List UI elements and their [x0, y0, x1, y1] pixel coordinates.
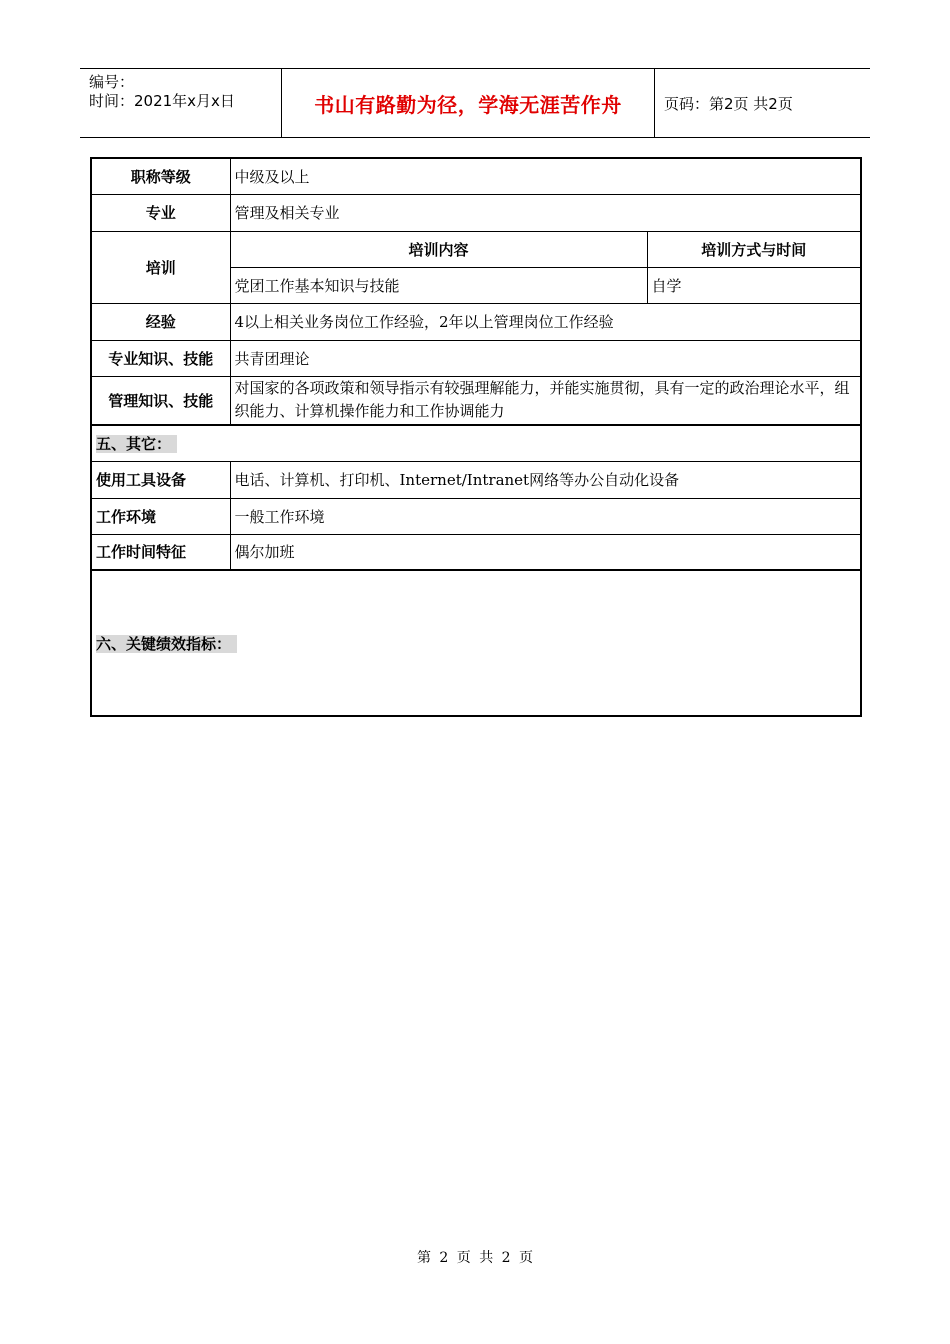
row-experience [91, 303, 861, 340]
title-level-label: 职称等级 [91, 158, 230, 194]
training-content: 党团工作基本知识与技能 [230, 267, 647, 303]
section-5-cell [91, 425, 861, 461]
training-method-header: 培训方式与时间 [647, 231, 861, 267]
motto-text: 书山有路勤为径，学海无涯苦作舟 [314, 92, 622, 117]
header-page-cell [655, 69, 870, 137]
row-major [91, 194, 861, 231]
training-content-header: 培训内容 [230, 231, 647, 267]
training-label: 培训 [91, 231, 230, 303]
page-header [80, 68, 870, 138]
training-method: 自学 [647, 267, 861, 303]
row-tools [91, 461, 861, 498]
row-professional-knowledge [91, 340, 861, 376]
row-environment [91, 498, 861, 534]
row-work-time [91, 534, 861, 570]
row-section-6 [91, 570, 861, 716]
major-value: 管理及相关专业 [230, 194, 861, 231]
header-motto-cell [282, 69, 655, 137]
work-time-label: 工作时间特征 [91, 534, 230, 570]
management-knowledge-value: 对国家的各项政策和领导指示有较强理解能力，并能实施贯彻，具有一定的政治理论水平，组织能力、计算机操作能力和工作协调能力 [230, 376, 861, 425]
major-label: 专业 [91, 194, 230, 231]
doc-time-label: 时间：2021年x月x日 [89, 92, 235, 110]
section-6-heading: 六、关键绩效指标： [96, 635, 237, 653]
row-management-knowledge [91, 376, 861, 425]
section-6-cell [91, 570, 861, 716]
environment-value: 一般工作环境 [230, 498, 861, 534]
professional-knowledge-value: 共青团理论 [230, 340, 861, 376]
page-footer: 第 2 页 共 2 页 [416, 1250, 534, 1266]
management-knowledge-label: 管理知识、技能 [91, 376, 230, 425]
header-meta [80, 69, 282, 137]
tools-value: 电话、计算机、打印机、Internet/Intranet网络等办公自动化设备 [230, 461, 861, 498]
row-title-level [91, 158, 861, 194]
row-section-5 [91, 425, 861, 461]
experience-value: 4以上相关业务岗位工作经验，2年以上管理岗位工作经验 [230, 303, 861, 340]
doc-number-label: 编号： [89, 73, 135, 91]
job-spec-table [90, 157, 862, 717]
section-5-heading: 五、其它： [96, 435, 177, 453]
page-info: 页码：第2页 共2页 [664, 94, 793, 113]
row-training-header [91, 231, 861, 267]
title-level-value: 中级及以上 [230, 158, 861, 194]
tools-label: 使用工具设备 [91, 461, 230, 498]
experience-label: 经验 [91, 303, 230, 340]
work-time-value: 偶尔加班 [230, 534, 861, 570]
environment-label: 工作环境 [91, 498, 230, 534]
professional-knowledge-label: 专业知识、技能 [91, 340, 230, 376]
